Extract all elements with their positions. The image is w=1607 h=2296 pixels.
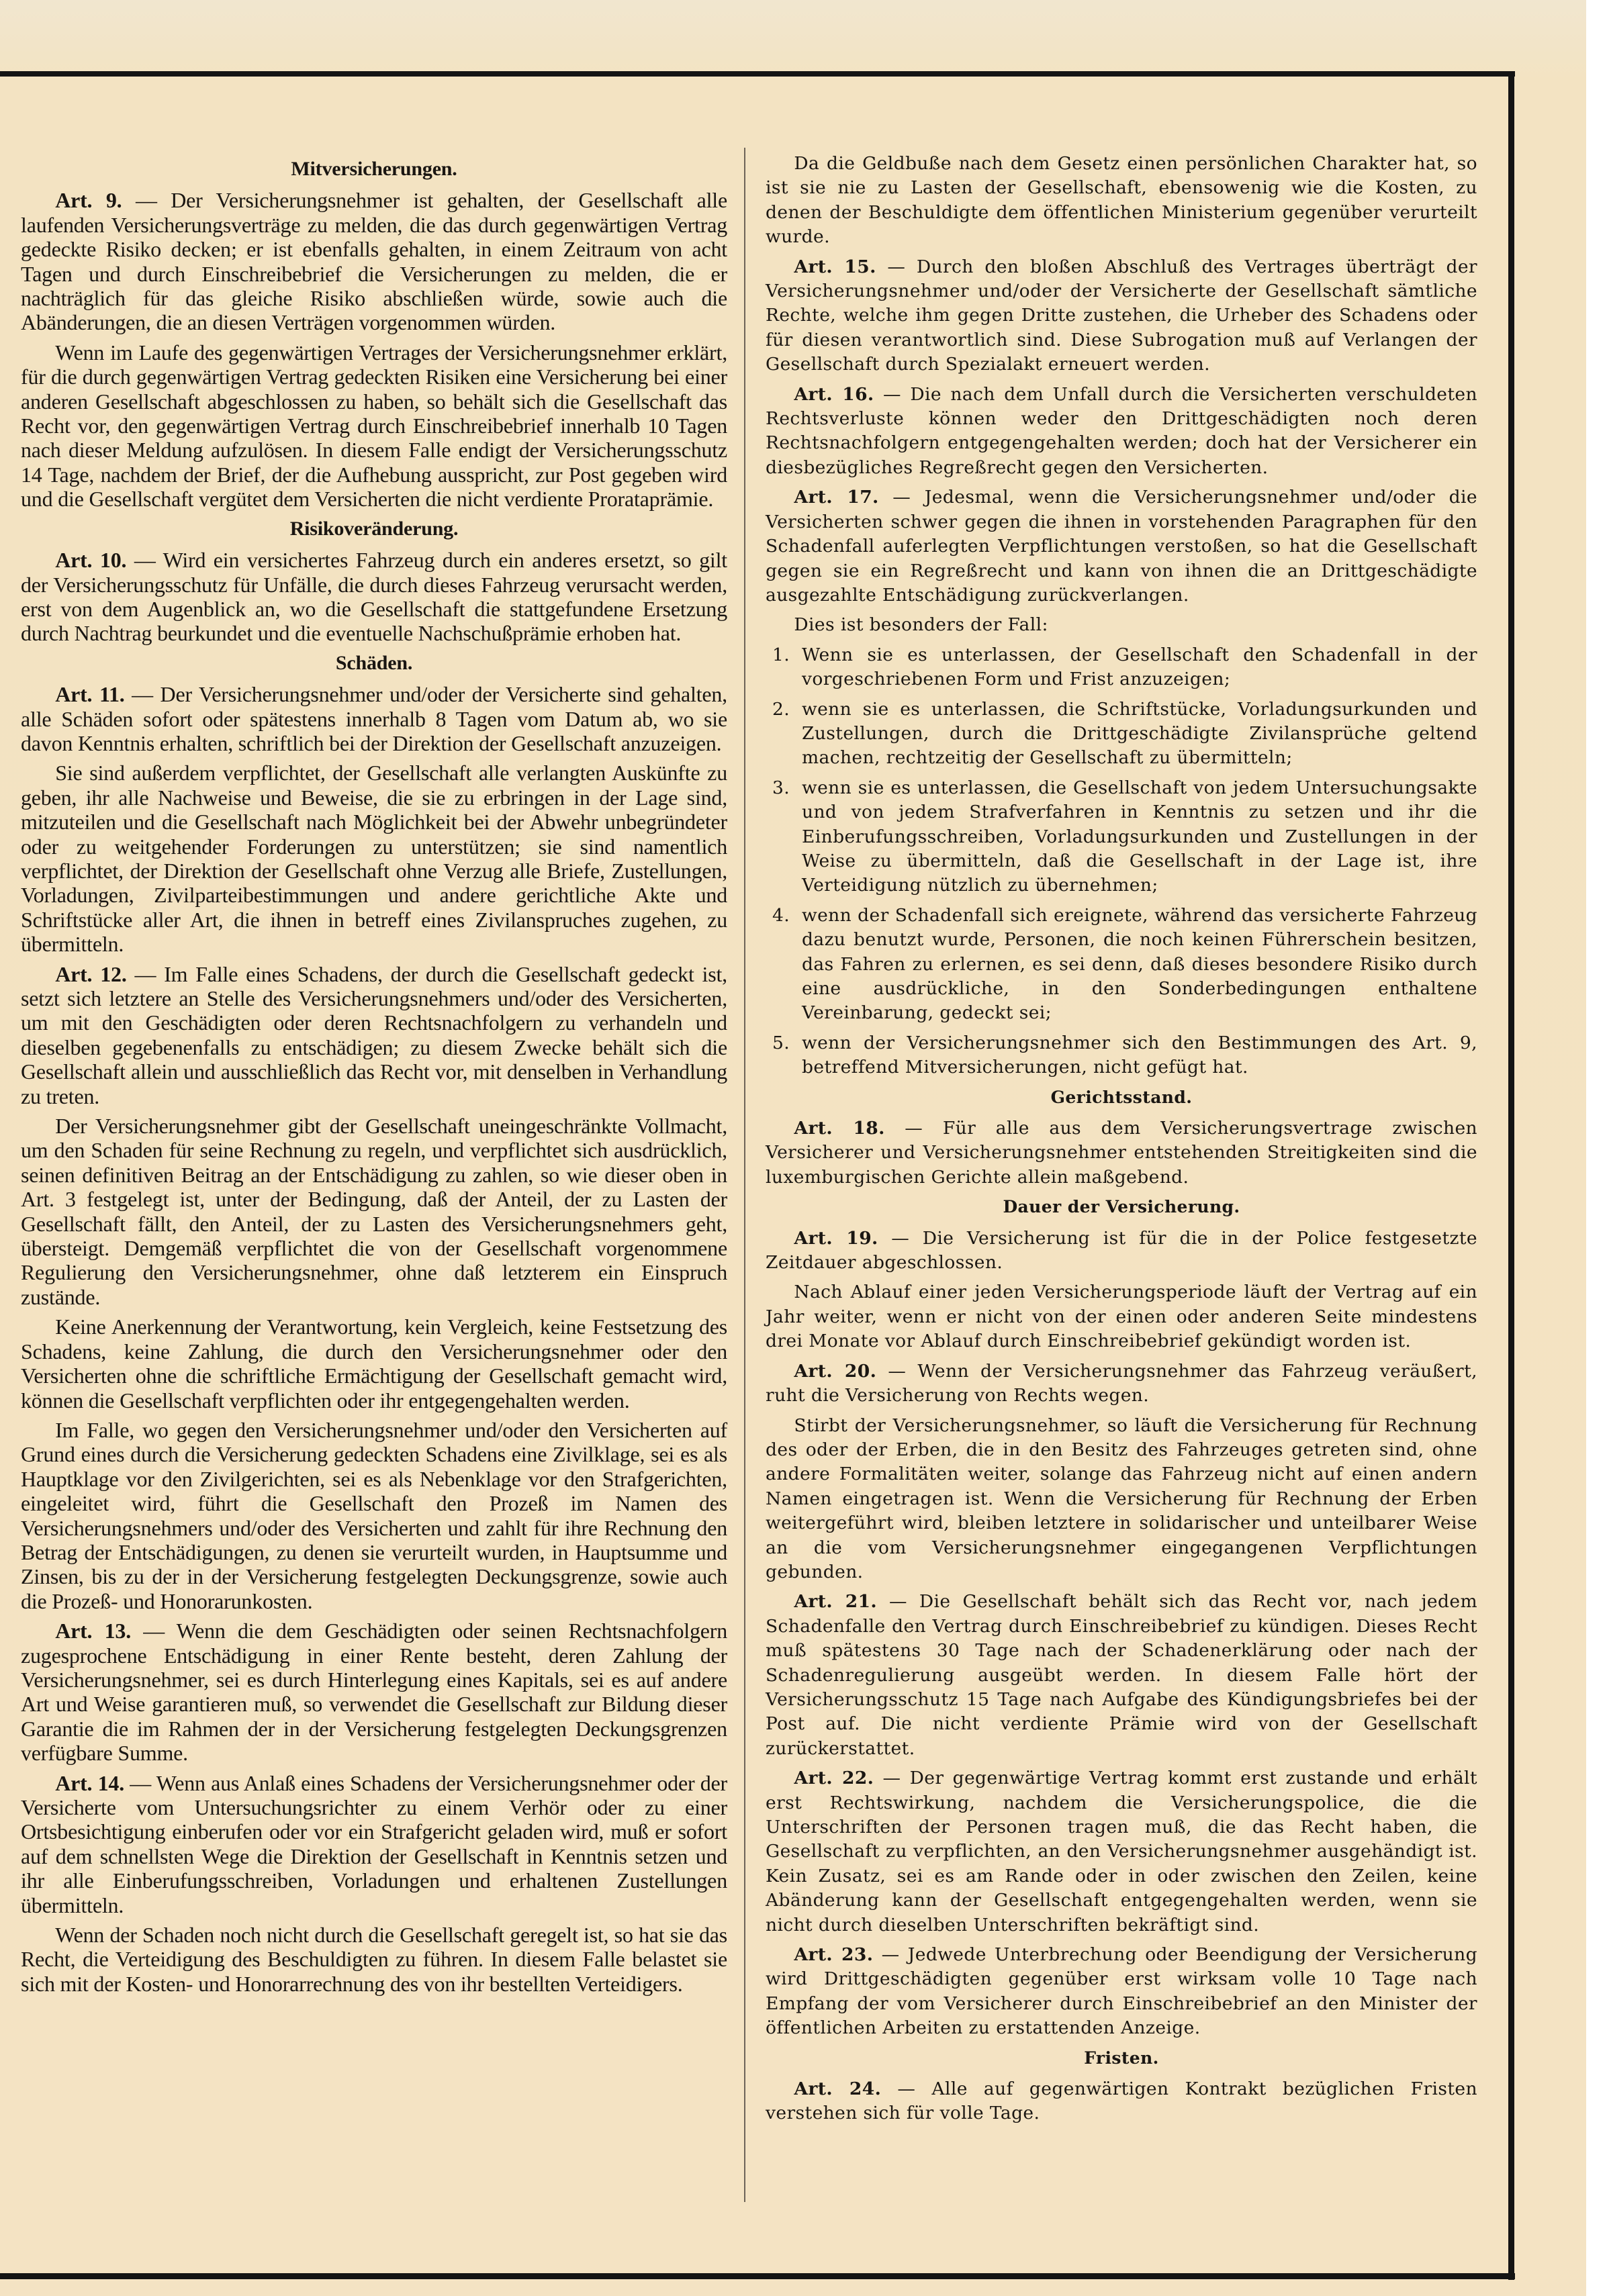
list-item bbox=[766, 904, 1477, 1026]
paragraph-text: — Die nach dem Unfall durch die Versicherten verschuldeten Rechtsverluste können weder den Drittgeschädigten noch deren Rechtsnachfolgern entgegengehalten werden; doch hat der Versicherer ein diesbezügliches Regreßrecht gegen den Versicherten. bbox=[766, 383, 1477, 478]
paragraph-text: — Wenn der Versicherungsnehmer das Fahrzeug veräußert, ruht die Versicherung von Rechts wegen. bbox=[766, 1360, 1477, 1406]
article-number: Art. 11. bbox=[55, 682, 125, 707]
article-number: Art. 12. bbox=[55, 961, 127, 986]
paragraph bbox=[766, 613, 1477, 637]
paragraph-text: — Jedesmal, wenn die Versicherungsnehmer und/oder die Versicherten schwer gegen die ihnen in vorstehenden Paragraphen für den Schadenfall auferlegten Verpflichtungen verstoßen, so hat die Gesellschaft gegen sie ein Regreßrecht und kann von ihnen die an Drittgeschädigte ausgezahlte Entschädigung zurückverlangen. bbox=[766, 487, 1477, 606]
paragraph-text: Sie sind außerdem verpflichtet, der Gesellschaft alle verlangten Auskünfte zu geben, ihr alle Nachweise und Beweise, die sie zu erbringen in der Lage sind, mitzuteilen und die Gesellschaft nach Möglichkeit bei der Abwehr unbegründeter oder zu weitgehender Forderungen zu unterstützen; sie sind namentlich verpflichtet, der Direktion der Gesellschaft ohne Verzug alle Briefe, Zustellungen, Vorladungen, Zivilparteibestimmungen und andere gerichtliche Akte und Schriftstücke aller Art, die ihnen in betreff eines Zivilanspruches zugehen, zu übermitteln. bbox=[21, 761, 727, 957]
paragraph-text: Dies ist besonders der Fall: bbox=[794, 614, 1048, 636]
list-item bbox=[766, 643, 1477, 692]
list-item-text: wenn der Versicherungsnehmer sich den Bestimmungen des Art. 9, betreffend Mitversicherungen, nicht gefügt hat. bbox=[802, 1032, 1477, 1078]
section-heading: Mitversicherungen. bbox=[291, 158, 457, 180]
list-item-text: wenn der Schadenfall sich ereignete, während das versicherte Fahrzeug dazu benutzt wurde, Personen, die noch keinen Führerschein besitzen, das Fahren zu erlernen, es sei denn, daß dieses besondere Risiko durch eine ausdrückliche, in den Sonderbedingungen enthaltene Vereinbarung, gedeckt sei; bbox=[802, 904, 1477, 1024]
paragraph-text: Der Versicherungsnehmer gibt der Gesellschaft uneingeschränkte Vollmacht, um den Schaden für seine Rechnung zu regeln, und verpflichtet sich ausdrücklich, seinen definitiven Beitrag an der Entschädigung zu zahlen, so wie dieser oben in Art. 3 festgelegt ist, unter der Bedingung, daß der Anteil, der zu Lasten der Gesellschaft fällt, den Anteil, der zu Lasten des Versicherungsnehmers geht, übersteigt. Demgemäß verpflichtet die von der Gesellschaft vorgenommene Regulierung den Versicherungsnehmer, ohne daß letzterem ein Einspruch zustände. bbox=[21, 1114, 727, 1309]
paragraph-text: — Der Versicherungsnehmer und/oder der Versicherte sind gehalten, alle Schäden sofort oder spätestens innerhalb 8 Tagen vom Datum ab, wo sie davon Kenntnis erhalten, schriftlich bei der Direktion der Gesellschaft anzuzeigen. bbox=[21, 682, 727, 755]
paragraph-text: — Jedwede Unterbrechung oder Beendigung der Versicherung wird Drittgeschädigten gegenüber erst wirksam volle 10 Tage nach Empfang der vom Versicherer durch Einschreibebrief an den Minister der öffentlichen Arbeiten zu erstattenden Anzeige. bbox=[766, 1944, 1477, 2039]
frame-rule-right bbox=[1508, 71, 1514, 2280]
article-paragraph bbox=[21, 682, 727, 755]
article-paragraph bbox=[21, 1771, 727, 1917]
article-paragraph bbox=[766, 1766, 1477, 1938]
list-item bbox=[766, 1031, 1477, 1080]
article-paragraph bbox=[21, 962, 727, 1108]
paragraph-text: — Durch den bloßen Abschluß des Vertrages überträgt der Versicherungsnehmer und/oder der Versicherte der Gesellschaft sämtliche Rechte, welche ihm gegen Dritte zustehen, die Urheber des Schadens oder für diesen verantwortlich sind. Diese Subrogation muß auf Verlangen der Gesellschaft durch Spezialakt erneuert werden. bbox=[766, 256, 1477, 375]
paragraph-text: — Die Gesellschaft behält sich das Recht vor, nach jedem Schadenfalle den Vertrag durch Einschreibebrief zu kündigen. Dieses Recht muß spätestens 30 Tage nach der Schadenerklärung oder nach der Schadenregulierung ausgeübt werden. In diesem Falle hört der Versicherungsschutz 15 Tage nach Aufgabe des Kündigungsbriefes bei der Post auf. Die nicht verdiente Prämie wird von der Gesellschaft zurückerstattet. bbox=[766, 1591, 1477, 1759]
paragraph-text: — Der gegenwärtige Vertrag kommt erst zustande und erhält erst Rechtswirkung, nachdem die Versicherungspolice, die die Unterschriften der Personen tragen muß, die das Recht haben, die Gesellschaft zu verpflichten, an den Versicherungsnehmer ausgehändigt ist. Kein Zusatz, sei es am Rande oder in oder zwischen den Zeilen, keine Abänderung kann der Gesellschaft entgegengehalten werden, wenn sie nicht durch dieselben Unterschriften bekräftigt sind. bbox=[766, 1768, 1477, 1935]
paragraph bbox=[21, 340, 727, 512]
list-item-text: wenn sie es unterlassen, die Schriftstücke, Vorladungsurkunden und Zustellungen, durch die Drittgeschädigte Zivilansprüche geltend machen, rechtzeitig der Gesellschaft zu übermitteln; bbox=[802, 698, 1477, 769]
article-paragraph bbox=[766, 1943, 1477, 2041]
paragraph-text: — Alle auf gegenwärtigen Kontrakt bezüglichen Fristen verstehen sich für volle Tage. bbox=[766, 2078, 1477, 2124]
article-number: Art. 10. bbox=[55, 548, 127, 573]
list-item-number: 3. bbox=[772, 777, 790, 798]
paragraph-text: — Für alle aus dem Versicherungsvertrage zwischen Versicherer und Versicherungsnehmer entstehenden Streitigkeiten sind die luxemburgischen Gerichte allein maßgebend. bbox=[766, 1118, 1477, 1188]
article-paragraph bbox=[766, 1227, 1477, 1276]
paragraph bbox=[21, 1114, 727, 1309]
paragraph bbox=[21, 1314, 727, 1413]
paragraph-text: Keine Anerkennung der Verantwortung, kein Vergleich, keine Festsetzung des Schadens, keine Zahlung, die durch den Versicherungsnehmer oder den Versicherten ohne die schriftliche Ermächtigung der Gesellschaft gemacht wird, können die Gesellschaft verpflichten oder ihr entgegengehalten werden. bbox=[21, 1314, 727, 1413]
paragraph-text: — Wird ein versichertes Fahrzeug durch ein anderes ersetzt, so gilt der Versicherungsschutz für Unfälle, die durch dieses Fahrzeug verursacht werden, erst von dem Augenblick an, wo die Gesellschaft die stattgefundene Ersetzung durch Nachtrag beurkundet und die eventuelle Nachschußprämie erhoben hat. bbox=[21, 548, 727, 646]
article-number: Art. 13. bbox=[55, 1619, 131, 1643]
article-paragraph bbox=[766, 383, 1477, 481]
frame-rule-bottom bbox=[0, 2273, 1515, 2279]
article-number: Art. 16. bbox=[794, 383, 874, 405]
section-heading: Risikoveränderung. bbox=[289, 517, 459, 540]
list-item-number: 5. bbox=[772, 1032, 790, 1053]
right-column bbox=[766, 152, 1477, 2132]
article-number: Art. 20. bbox=[794, 1360, 877, 1382]
paragraph bbox=[21, 761, 727, 956]
article-number: Art. 24. bbox=[794, 2078, 882, 2100]
article-number: Art. 18. bbox=[794, 1118, 885, 1139]
paragraph-text: — Die Versicherung ist für die in der Police festgesetzte Zeitdauer abgeschlossen. bbox=[766, 1227, 1477, 1274]
paragraph-text: — Der Versicherungsnehmer ist gehalten, der Gesellschaft alle laufenden Versicherungsverträge zu melden, die das durch gegenwärtigen Vertrag gedeckte Risiko decken; er ist ebenfalls gehalten, in einem Zeitraum von acht Tagen und durch Einschreibebrief die Versicherungen zu melden, die er nachträglich für das gleiche Risiko abschließen würde, sowie auch die Abänderungen, die an diesen Verträgen vorgenommen würden. bbox=[21, 188, 727, 335]
paragraph bbox=[766, 1280, 1477, 1353]
article-paragraph bbox=[766, 1590, 1477, 1761]
article-paragraph bbox=[21, 188, 727, 334]
paragraph bbox=[21, 1923, 727, 1996]
article-paragraph bbox=[766, 2077, 1477, 2126]
paragraph-text: Da die Geldbuße nach dem Gesetz einen persönlichen Charakter hat, so ist sie nie zu Lasten der Gesellschaft, ebensowenig wie die Kosten, zu denen der Beschuldigte dem öffentlichen Ministerium gegenüber verurteilt wurde. bbox=[766, 153, 1477, 248]
paragraph bbox=[766, 152, 1477, 250]
paragraph bbox=[21, 1418, 727, 1613]
section-heading: Fristen. bbox=[1084, 2048, 1159, 2068]
list-item-text: Wenn sie es unterlassen, der Gesellschaft den Schadenfall in der vorgeschriebenen Form und Frist anzuzeigen; bbox=[802, 644, 1477, 690]
article-number: Art. 9. bbox=[55, 188, 122, 213]
list-item bbox=[766, 776, 1477, 898]
article-number: Art. 23. bbox=[794, 1944, 874, 1966]
article-number: Art. 17. bbox=[794, 487, 879, 508]
article-paragraph bbox=[766, 1359, 1477, 1408]
article-paragraph bbox=[21, 1619, 727, 1765]
article-number: Art. 19. bbox=[794, 1227, 878, 1249]
section-heading: Schäden. bbox=[335, 651, 413, 674]
article-number: Art. 14. bbox=[55, 1770, 125, 1795]
article-paragraph bbox=[766, 1116, 1477, 1190]
article-paragraph bbox=[766, 485, 1477, 608]
left-column bbox=[21, 152, 727, 2001]
frame-rule-top bbox=[0, 71, 1515, 77]
list-item-text: wenn sie es unterlassen, die Gesellschaft von jedem Untersuchungsakte und von jedem Strafverfahren in Kenntnis zu setzen und ihr die Einberufungsschreiben, Vorladungsurkunden und Zustellungen in der Weise zu übermitteln, daß die Gesellschaft in der Lage ist, ihre Verteidigung nützlich zu übernehmen; bbox=[802, 777, 1477, 896]
article-number: Art. 15. bbox=[794, 256, 876, 277]
paragraph-text: Wenn im Laufe des gegenwärtigen Vertrages der Versicherungsnehmer erklärt, für die durch gegenwärtigen Vertrag gedeckten Risiken eine Versicherung bei einer anderen Gesellschaft abgeschlossen zu haben, so behält sich die Gesellschaft das Recht vor, den gegenwärtigen Vertrag durch Einschreibebrief innerhalb 10 Tagen nach dieser Meldung aufzulösen. In diesem Falle endigt der Versicherungsschutz 14 Tage, nachdem der Brief, der die Aufhebung ausspricht, zur Post gegeben wird und die Gesellschaft vergütet dem Versicherten die nicht verdiente Proratаprämie. bbox=[21, 340, 727, 512]
section-heading: Dauer der Versicherung. bbox=[1003, 1197, 1240, 1217]
paragraph bbox=[766, 1414, 1477, 1585]
article-number: Art. 21. bbox=[794, 1591, 878, 1613]
list-item bbox=[766, 698, 1477, 771]
column-divider bbox=[744, 148, 745, 2202]
paragraph-text: Nach Ablauf einer jeden Versicherungsperiode läuft der Vertrag auf ein Jahr weiter, wenn er nicht von der einen oder anderen Seite mindestens drei Monate vor Ablauf durch Einschreibebrief gekündigt worden ist. bbox=[766, 1282, 1477, 1352]
paragraph-text: Stirbt der Versicherungsnehmer, so läuft die Versicherung für Rechnung des oder der Erben, die in den Besitz des Fahrzeuges getreten sind, ohne andere Formalitäten weiter, solange das Fahrzeug nicht auf einen andern Namen eingetragen ist. Wenn die Versicherung für Rechnung der Erben weitergeführt wird, bleiben letztere in solidarischer und unteilbarer Weise an die vom Versicherungsnehmer eingegangenen Verpflichtungen gebunden. bbox=[766, 1415, 1477, 1582]
paragraph-text: — Wenn aus Anlaß eines Schadens der Versicherungsnehmer oder der Versicherte vom Untersuchungsrichter zu einem Verhör oder zu einer Ortsbesichtigung einberufen oder vor ein Strafgericht geladen wird, muß er sofort auf dem schnellsten Wege die Direktion der Gesellschaft in Kenntnis setzen und ihr alle Einberufungsschreiben, Vorladungen und erhaltenen Zustellungen übermitteln. bbox=[21, 1770, 727, 1917]
article-paragraph bbox=[21, 548, 727, 646]
list-item-number: 4. bbox=[772, 904, 790, 926]
paragraph-text: — Im Falle eines Schadens, der durch die Gesellschaft gedeckt ist, setzt sich letztere an Stelle des Versicherungsnehmers und/oder des Versicherten, um mit den Geschädigten oder deren Rechtsnachfolgern zu verhandeln und dieselben gegebenenfalls zu entschädigen; zu diesem Zwecke behält sich die Gesellschaft allein und ausschließlich das Recht vor, mit denselben in Verhandlung zu treten. bbox=[21, 961, 727, 1108]
paragraph-text: — Wenn die dem Geschädigten oder seinen Rechtsnachfolgern zugesprochene Entschädigung in einer Rente besteht, deren Zahlung der Versicherungsnehmer, sei es durch Hinterlegung eines Kapitals, sei es auf andere Art und Weise garantieren muß, so verwendet die Gesellschaft zur Bildung dieser Garantie die im Rahmen der in der Versicherung festgelegten Deckungsgrenzen verfügbare Summe. bbox=[21, 1619, 727, 1766]
list-item-number: 1. bbox=[772, 644, 790, 665]
article-paragraph bbox=[766, 255, 1477, 377]
paragraph-text: Wenn der Schaden noch nicht durch die Gesellschaft geregelt ist, so hat sie das Recht, die Verteidigung des Beschuldigten zu führen. In diesem Falle belastet sie sich mit der Kosten- und Honorarrechnung des von ihr bestellten Verteidigers. bbox=[21, 1923, 727, 1996]
list-item-number: 2. bbox=[772, 698, 790, 720]
article-number: Art. 22. bbox=[794, 1768, 874, 1789]
section-heading: Gerichtsstand. bbox=[1050, 1087, 1193, 1107]
paragraph-text: Im Falle, wo gegen den Versicherungsnehmer und/oder den Versicherten auf Grund eines durch die Versicherung gedeckten Schadens eine Zivilklage, sei es als Hauptklage vor den Zivilgerichten, sei es als Nebenklage vor den Strafgerichten, eingeleitet wird, führt die Gesellschaft den Prozeß im Namen des Versicherungsnehmers und/oder des Versicherten und zahlt für ihre Rechnung den Betrag der Entschädigungen, zu denen sie verurteilt wurden, in Hauptsumme und Zinsen, bis zu der in der Versicherung festgelegten Deckungsgrenze, sowie auch die Prozeß- und Honorarunkosten. bbox=[21, 1417, 727, 1613]
